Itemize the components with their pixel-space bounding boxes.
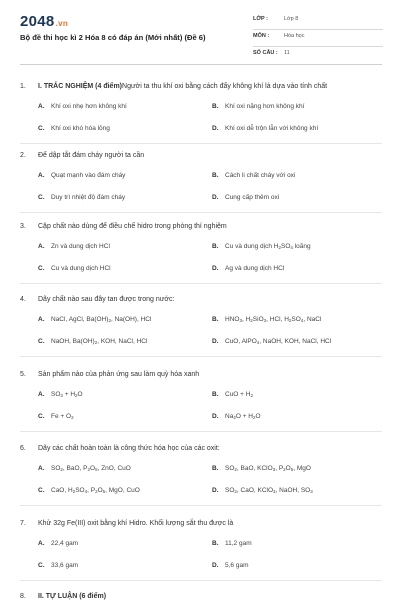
part2-heading: 8. II. TỰ LUẬN (6 điểm) — [20, 593, 107, 600]
option-text: CuO, AlPO$_4$, NaOH, KOH, NaCl, HCl — [225, 338, 332, 345]
answer-option-4-d[interactable] — [212, 338, 331, 345]
option-text: Duy trì nhiệt độ đám cháy — [51, 194, 126, 201]
answer-option-5-d[interactable] — [212, 413, 261, 420]
question-text: Dãy chất nào sau đây tan được trong nước: — [38, 296, 175, 303]
answer-option-2-a[interactable] — [38, 172, 125, 179]
question-number: 2. — [20, 152, 26, 159]
option-letter: B. — [212, 465, 219, 472]
question-number: 6. — [20, 445, 26, 452]
meta-question-count: SỐ CÂU : 11 — [253, 50, 290, 56]
option-text: Khí oxi dễ trộn lẫn với không khí — [225, 125, 319, 132]
question-number: 7. — [20, 520, 26, 527]
answer-option-7-a[interactable] — [38, 540, 78, 547]
meta-class: LỚP : Lớp 8 — [253, 12, 383, 30]
document-title: Bộ đề thi học kì 2 Hóa 8 có đáp án (Mới nhất) (Đề 6) — [20, 33, 206, 42]
option-text: $SO_2$, BaO, $P_2O_5$, ZnO, CuO — [51, 465, 131, 472]
option-letter: A. — [38, 465, 45, 472]
question-divider — [20, 431, 382, 432]
answer-option-5-c[interactable] — [38, 413, 74, 420]
answer-option-6-c[interactable] — [38, 487, 140, 494]
question-text: I. TRẮC NGHIỆM (4 điểm)Người ta thu khí oxi bằng cách đẩy không khí là dựa vào tính chất — [38, 83, 328, 90]
question-number: 4. — [20, 296, 26, 303]
document-header — [0, 0, 400, 64]
option-text: CaO, $H_2SO_4$, $P_2O_5$, MgO, CuO — [51, 487, 140, 494]
answer-option-6-a[interactable] — [38, 465, 131, 472]
option-letter: C. — [38, 125, 45, 132]
option-text: Khí oxi khó hóa lỏng — [51, 125, 110, 132]
option-text: Cu và dung dịch HCl — [51, 265, 111, 272]
option-letter: C. — [38, 487, 45, 494]
answer-option-1-c[interactable] — [38, 125, 110, 132]
question-number: 1. — [20, 83, 26, 90]
option-text: $SO_2$, BaO, KClO$_3$, $P_2O_5$, MgO — [225, 465, 311, 472]
answer-option-2-b[interactable] — [212, 172, 295, 179]
question-number: 5. — [20, 371, 26, 378]
option-letter: C. — [38, 265, 45, 272]
option-text: Khí oxi nhẹ hơn không khí — [51, 103, 127, 110]
option-text: 11,2 gam — [225, 540, 252, 547]
option-letter: A. — [38, 316, 45, 323]
option-text: $HNO_3$, $H_2SiO_3$, HCl, $H_2SO_4$, NaCl — [225, 316, 322, 323]
option-letter: A. — [38, 243, 45, 250]
option-text: Zn và dung dịch HCl — [51, 243, 110, 250]
answer-option-3-c[interactable] — [38, 265, 111, 272]
site-logo[interactable]: 2048.vn — [20, 13, 69, 30]
option-text: Ag và dung dịch HCl — [225, 265, 285, 272]
answer-option-7-c[interactable] — [38, 562, 78, 569]
question-text: Khử 32g Fe(III) oxit bằng khí Hidro. Khối lượng sắt thu được là — [38, 520, 234, 527]
question-divider — [20, 283, 382, 284]
option-letter: B. — [212, 243, 219, 250]
option-text: 5,6 gam — [225, 562, 249, 569]
question-text: Để dập tắt đám cháy người ta cần — [38, 152, 145, 159]
option-letter: D. — [212, 265, 219, 272]
option-letter: D. — [212, 125, 219, 132]
option-letter: B. — [212, 540, 219, 547]
option-letter: A. — [38, 391, 45, 398]
answer-option-7-d[interactable] — [212, 562, 249, 569]
answer-option-1-d[interactable] — [212, 125, 318, 132]
question-text: Sản phẩm nào của phản ứng sau làm quỳ hóa xanh — [38, 371, 200, 378]
option-letter: D. — [212, 194, 219, 201]
question-divider — [20, 580, 382, 581]
answer-option-6-d[interactable] — [212, 487, 313, 494]
option-text: 22,4 gam — [51, 540, 79, 547]
answer-option-3-d[interactable] — [212, 265, 284, 272]
answer-option-4-c[interactable] — [38, 338, 147, 345]
option-letter: C. — [38, 413, 45, 420]
option-letter: A. — [38, 103, 45, 110]
option-text: $SO_2$, CaO, KClO$_3$, NaOH, $SO_3$ — [225, 487, 313, 494]
question-text: Dãy các chất hoàn toàn là công thức hóa học của các oxit: — [38, 445, 220, 452]
option-text: NaCl, AgCl, $Ba(OH)_2$, Na(OH), HCl — [51, 316, 152, 323]
question-divider — [20, 505, 382, 506]
option-text: Cu và dung dịch $H_2SO_4$ loãng — [225, 243, 311, 250]
question-number: 3. — [20, 223, 26, 230]
answer-option-1-b[interactable] — [212, 103, 304, 110]
option-text: $Na_2O + H_2O$ — [225, 413, 261, 420]
option-text: Cách li chất cháy với oxi — [225, 172, 296, 179]
option-letter: A. — [38, 540, 45, 547]
answer-option-4-b[interactable] — [212, 316, 321, 323]
answer-option-5-b[interactable] — [212, 391, 253, 398]
question-divider — [20, 356, 382, 357]
option-text: CuO + $H_2$ — [225, 391, 253, 398]
question-text: Cặp chất nào dùng để điều chế hidro trong phòng thí nghiệm — [38, 223, 227, 230]
option-letter: D. — [212, 413, 219, 420]
option-letter: B. — [212, 316, 219, 323]
option-text: Cung cấp thêm oxi — [225, 194, 280, 201]
answer-option-6-b[interactable] — [212, 465, 311, 472]
option-letter: D. — [212, 562, 219, 569]
option-text: Khí oxi nặng hơn không khí — [225, 103, 305, 110]
option-letter: D. — [212, 487, 219, 494]
option-letter: B. — [212, 391, 219, 398]
answer-option-1-a[interactable] — [38, 103, 127, 110]
option-text: $Fe + O_2$ — [51, 413, 74, 420]
answer-option-4-a[interactable] — [38, 316, 151, 323]
question-divider — [20, 143, 382, 144]
answer-option-5-a[interactable] — [38, 391, 83, 398]
meta-subject: MÔN : Hóa học — [253, 29, 383, 47]
answer-option-2-c[interactable] — [38, 194, 125, 201]
option-letter: C. — [38, 338, 45, 345]
option-letter: C. — [38, 194, 45, 201]
option-text: 33,6 gam — [51, 562, 79, 569]
option-letter: A. — [38, 172, 45, 179]
option-letter: B. — [212, 103, 219, 110]
answer-option-7-b[interactable] — [212, 540, 252, 547]
answer-option-3-b[interactable] — [212, 243, 311, 250]
option-text: Quạt mạnh vào đám cháy — [51, 172, 126, 179]
option-letter: B. — [212, 172, 219, 179]
question-divider — [20, 212, 382, 213]
answer-option-3-a[interactable] — [38, 243, 110, 250]
option-letter: C. — [38, 562, 45, 569]
option-text: $SO_3 + H_2O$ — [51, 391, 83, 398]
header-divider — [20, 64, 382, 65]
option-letter: D. — [212, 338, 219, 345]
option-text: NaOH, $Ba(OH)_2$, KOH, NaCl, HCl — [51, 338, 148, 345]
answer-option-2-d[interactable] — [212, 194, 279, 201]
